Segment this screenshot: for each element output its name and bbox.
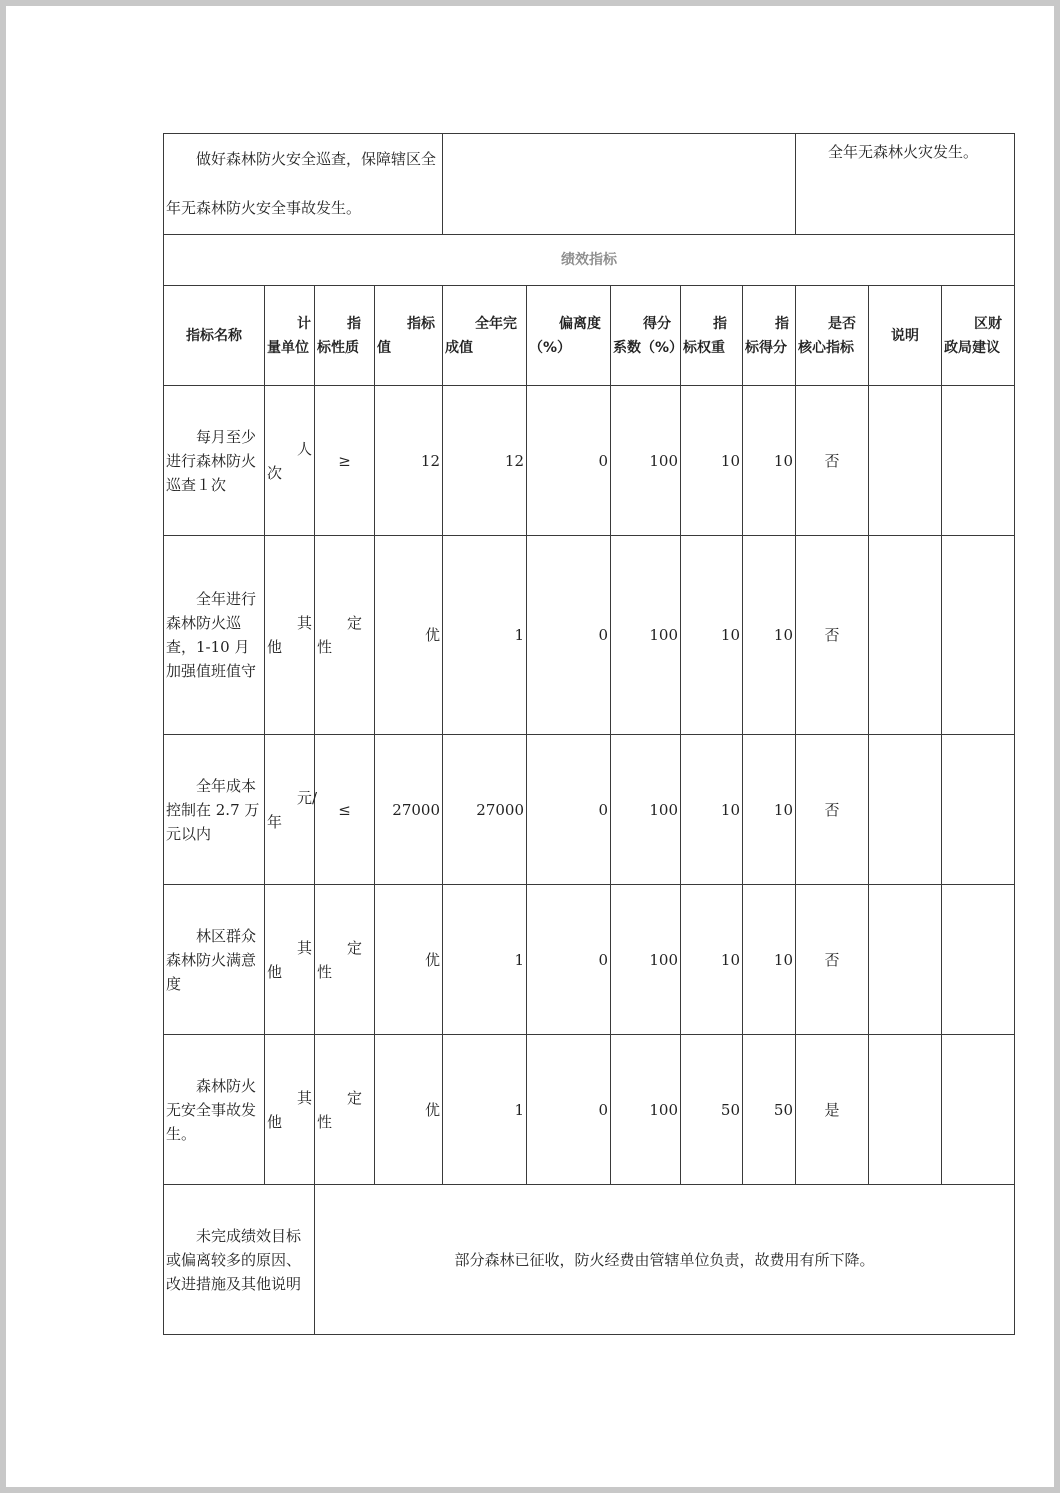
document-page <box>6 6 1054 1487</box>
row-weight: 10 <box>681 885 743 1035</box>
row-deviation: 0 <box>527 885 611 1035</box>
row-unit: 元/年 <box>265 735 315 885</box>
row-advice <box>942 885 1015 1035</box>
row-weight: 10 <box>681 536 743 735</box>
row-weight: 50 <box>681 1035 743 1185</box>
table-row <box>164 386 1015 536</box>
row-score: 10 <box>743 885 796 1035</box>
header-deviation: 偏离度（%） <box>527 286 611 386</box>
row-advice <box>942 536 1015 735</box>
header-unit: 计量单位 <box>265 286 315 386</box>
row-core: 否 <box>796 536 869 735</box>
row-nature: ≤ <box>315 735 375 885</box>
row-nature: 定性 <box>315 1035 375 1185</box>
row-advice <box>942 735 1015 885</box>
header-coef: 得分系数（%） <box>611 286 681 386</box>
row-core: 否 <box>796 885 869 1035</box>
row-unit: 人次 <box>265 386 315 536</box>
row-core: 是 <box>796 1035 869 1185</box>
header-nature: 指标性质 <box>315 286 375 386</box>
row-nature: 定性 <box>315 885 375 1035</box>
table-row <box>164 735 1015 885</box>
row-actual: 1 <box>443 536 527 735</box>
header-name: 指标名称 <box>164 286 265 386</box>
row-deviation: 0 <box>527 735 611 885</box>
row-note <box>869 885 942 1035</box>
row-score: 10 <box>743 735 796 885</box>
header-note: 说明 <box>869 286 942 386</box>
row-deviation: 0 <box>527 386 611 536</box>
row-core: 否 <box>796 386 869 536</box>
row-weight: 10 <box>681 735 743 885</box>
row-name: 全年进行森林防火巡查，1-10 月加强值班值守 <box>164 536 265 735</box>
header-weight: 指标权重 <box>681 286 743 386</box>
table-row <box>164 536 1015 735</box>
row-note <box>869 536 942 735</box>
section-row <box>164 235 1015 286</box>
performance-table <box>163 133 1015 1335</box>
row-note <box>869 386 942 536</box>
header-advice: 区财政局建议 <box>942 286 1015 386</box>
row-coef: 100 <box>611 885 681 1035</box>
header-value: 指标值 <box>375 286 443 386</box>
row-score: 50 <box>743 1035 796 1185</box>
row-coef: 100 <box>611 386 681 536</box>
table-row <box>164 1035 1015 1185</box>
row-deviation: 0 <box>527 536 611 735</box>
row-name: 森林防火无安全事故发生。 <box>164 1035 265 1185</box>
row-core: 否 <box>796 735 869 885</box>
goal-target-text: 做好森林防火安全巡查，保障辖区全年无森林防火安全事故发生。 <box>164 134 443 235</box>
row-name: 全年成本控制在 2.7 万元以内 <box>164 735 265 885</box>
section-title: 绩效指标 <box>164 235 1015 286</box>
header-score: 指标得分 <box>743 286 796 386</box>
row-value: 优 <box>375 885 443 1035</box>
row-note <box>869 1035 942 1185</box>
row-nature: ≥ <box>315 386 375 536</box>
footer-row <box>164 1185 1015 1335</box>
footer-text: 部分森林已征收，防火经费由管辖单位负责，故费用有所下降。 <box>315 1185 1015 1335</box>
header-core: 是否核心指标 <box>796 286 869 386</box>
row-unit: 其他 <box>265 885 315 1035</box>
row-coef: 100 <box>611 536 681 735</box>
row-name: 林区群众森林防火满意度 <box>164 885 265 1035</box>
header-row <box>164 286 1015 386</box>
row-score: 10 <box>743 536 796 735</box>
row-score: 10 <box>743 386 796 536</box>
row-value: 12 <box>375 386 443 536</box>
row-advice <box>942 386 1015 536</box>
row-nature: 定性 <box>315 536 375 735</box>
row-coef: 100 <box>611 1035 681 1185</box>
row-value: 优 <box>375 1035 443 1185</box>
row-advice <box>942 1035 1015 1185</box>
row-weight: 10 <box>681 386 743 536</box>
goal-row <box>164 134 1015 235</box>
table-row <box>164 885 1015 1035</box>
row-name: 每月至少进行森林防火巡查１次 <box>164 386 265 536</box>
footer-label: 未完成绩效目标或偏离较多的原因、改进措施及其他说明 <box>164 1185 315 1335</box>
row-actual: 1 <box>443 1035 527 1185</box>
row-actual: 12 <box>443 386 527 536</box>
row-unit: 其他 <box>265 536 315 735</box>
row-actual: 27000 <box>443 735 527 885</box>
header-actual: 全年完成值 <box>443 286 527 386</box>
row-actual: 1 <box>443 885 527 1035</box>
row-note <box>869 735 942 885</box>
goal-middle-cell <box>443 134 796 235</box>
row-deviation: 0 <box>527 1035 611 1185</box>
row-unit: 其他 <box>265 1035 315 1185</box>
row-value: 27000 <box>375 735 443 885</box>
row-coef: 100 <box>611 735 681 885</box>
goal-result-text: 全年无森林火灾发生。 <box>796 134 1015 235</box>
row-value: 优 <box>375 536 443 735</box>
